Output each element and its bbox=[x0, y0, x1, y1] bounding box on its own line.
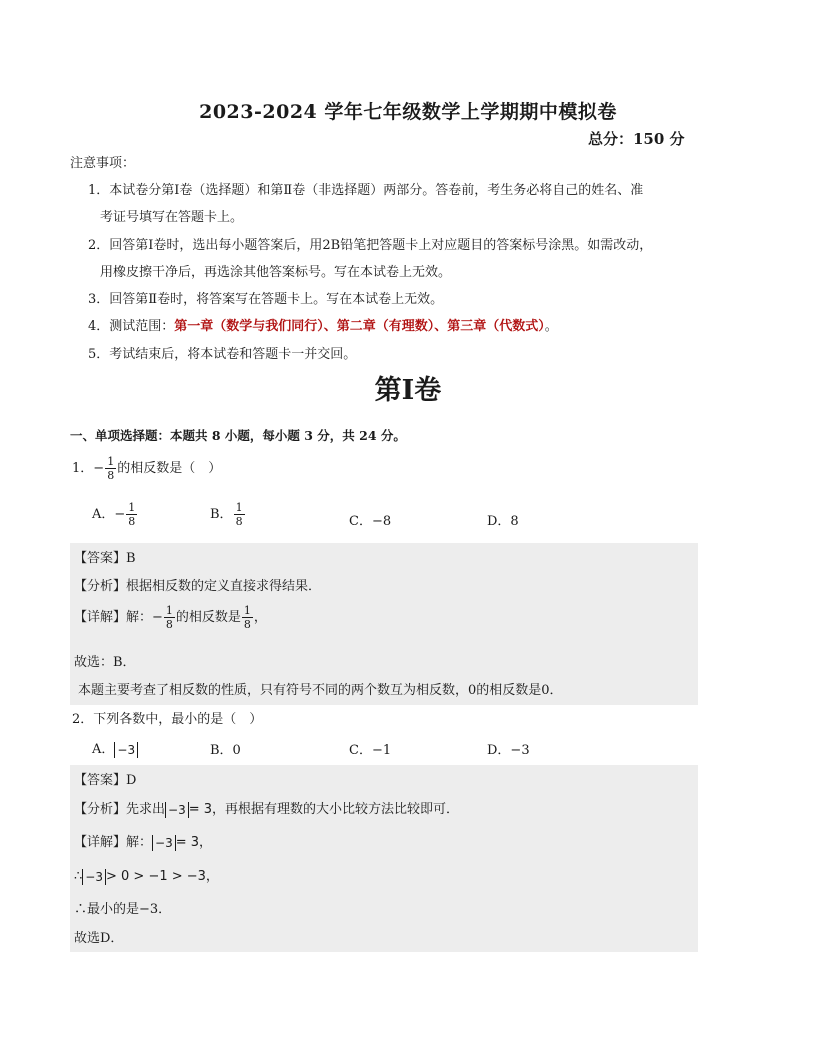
total-score: 总分：150 分 bbox=[588, 130, 685, 148]
minus-sign: − bbox=[93, 461, 105, 476]
fraction bbox=[105, 456, 116, 481]
part-heading: 一、单项选择题：本题共 8 小题，每小题 3 分，共 24 分。 bbox=[70, 428, 406, 443]
denominator: 8 bbox=[243, 618, 251, 631]
notice-item-4-suffix: 。 bbox=[544, 319, 558, 334]
option-a-label: A．− bbox=[92, 507, 126, 522]
numerator: 1 bbox=[243, 604, 251, 617]
absolute-value: −3 bbox=[152, 835, 176, 851]
question-2-stem: 2．下列各数中，最小的是（ ） bbox=[72, 712, 263, 727]
absolute-value: −3 bbox=[114, 742, 138, 758]
notice-item-2-line1: 2．回答第Ⅰ卷时，选出每小题答案后，用2B铅笔把答题卡上对应题目的答案标号涂黑。如需改动， bbox=[88, 238, 653, 253]
numerator: 1 bbox=[235, 501, 243, 514]
detail-prefix: 【详解】解：− bbox=[74, 610, 163, 625]
analysis-prefix: 【分析】先求出 bbox=[74, 802, 166, 817]
question-1-option-d: D．8 bbox=[487, 514, 519, 529]
question-1-option-b bbox=[210, 502, 246, 527]
notice-heading: 注意事项： bbox=[70, 156, 136, 171]
step-1-tail: > 0 > −1 > −3， bbox=[105, 869, 219, 884]
question-2-analysis bbox=[74, 798, 459, 818]
detail-tail: = 3， bbox=[175, 835, 213, 850]
denominator: 8 bbox=[165, 618, 173, 631]
question-2-option-a bbox=[92, 738, 138, 758]
question-1-choice: 故选：B． bbox=[74, 655, 136, 670]
fraction bbox=[242, 605, 253, 630]
fraction bbox=[234, 502, 245, 527]
question-2-option-b: B．0 bbox=[210, 743, 241, 758]
question-1-analysis: 【分析】根据相反数的定义直接求得结果． bbox=[74, 579, 322, 594]
question-2-option-c: C．−1 bbox=[349, 743, 392, 758]
option-a-label: A． bbox=[92, 742, 115, 757]
absolute-value: −3 bbox=[82, 869, 106, 885]
denominator: 8 bbox=[107, 469, 115, 482]
question-2-answer: 【答案】D bbox=[74, 773, 137, 788]
numerator: 1 bbox=[165, 604, 173, 617]
notice-item-1-line1: 1．本试卷分第Ⅰ卷（选择题）和第Ⅱ卷（非选择题）两部分。答卷前，考生务必将自己的姓名、准 bbox=[88, 183, 644, 198]
fraction bbox=[126, 502, 137, 527]
question-1-stem bbox=[72, 456, 221, 481]
question-1-option-c: C．−8 bbox=[349, 514, 392, 529]
question-1-option-a bbox=[92, 502, 138, 527]
question-2-solution-block bbox=[70, 765, 698, 952]
question-2-option-d: D．−3 bbox=[487, 743, 530, 758]
test-range: 第一章（数学与我们同行）、第二章（有理数）、第三章（代数式） bbox=[174, 319, 545, 334]
question-1-stem-tail: 的相反数是（ ） bbox=[117, 461, 222, 476]
detail-prefix: 【详解】解： bbox=[74, 835, 153, 850]
question-2-step-1 bbox=[74, 865, 219, 885]
section-title: 第Ⅰ卷 bbox=[374, 375, 442, 406]
question-1-answer: 【答案】B bbox=[74, 551, 136, 566]
detail-end: ， bbox=[253, 610, 267, 625]
numerator: 1 bbox=[128, 501, 136, 514]
notice-item-5: 5．考试结束后，将本试卷和答题卡一并交回。 bbox=[88, 347, 357, 362]
detail-mid: 的相反数是 bbox=[175, 610, 241, 625]
notice-item-4-prefix: 4．测试范围： bbox=[88, 319, 175, 334]
fraction bbox=[164, 605, 175, 630]
notice-item-4 bbox=[88, 315, 558, 334]
therefore-sign: ∴ bbox=[74, 869, 83, 884]
question-2-step-2: ∴最小的是−3． bbox=[74, 902, 172, 917]
denominator: 8 bbox=[128, 515, 136, 528]
page-title: 2023-2024 学年七年级数学上学期期中模拟卷 bbox=[199, 101, 617, 123]
option-b-label: B． bbox=[210, 507, 233, 522]
question-2-detail bbox=[74, 831, 212, 851]
notice-item-1-line2: 考证号填写在答题卡上。 bbox=[100, 210, 244, 225]
notice-item-3: 3．回答第Ⅱ卷时，将答案写在答题卡上。写在本试卷上无效。 bbox=[88, 292, 444, 307]
question-1-comment: 本题主要考查了相反数的性质，只有符号不同的两个数互为相反数，0的相反数是0． bbox=[78, 683, 563, 698]
question-1-number: 1． bbox=[72, 461, 94, 476]
analysis-tail: = 3，再根据有理数的大小比较方法比较即可． bbox=[188, 802, 460, 817]
absolute-value: −3 bbox=[165, 802, 189, 818]
question-1-detail bbox=[74, 605, 267, 630]
notice-item-2-line2: 用橡皮擦干净后，再选涂其他答案标号。写在本试卷上无效。 bbox=[100, 265, 452, 280]
numerator: 1 bbox=[107, 455, 115, 468]
denominator: 8 bbox=[235, 515, 243, 528]
question-2-choice: 故选D． bbox=[74, 931, 124, 946]
